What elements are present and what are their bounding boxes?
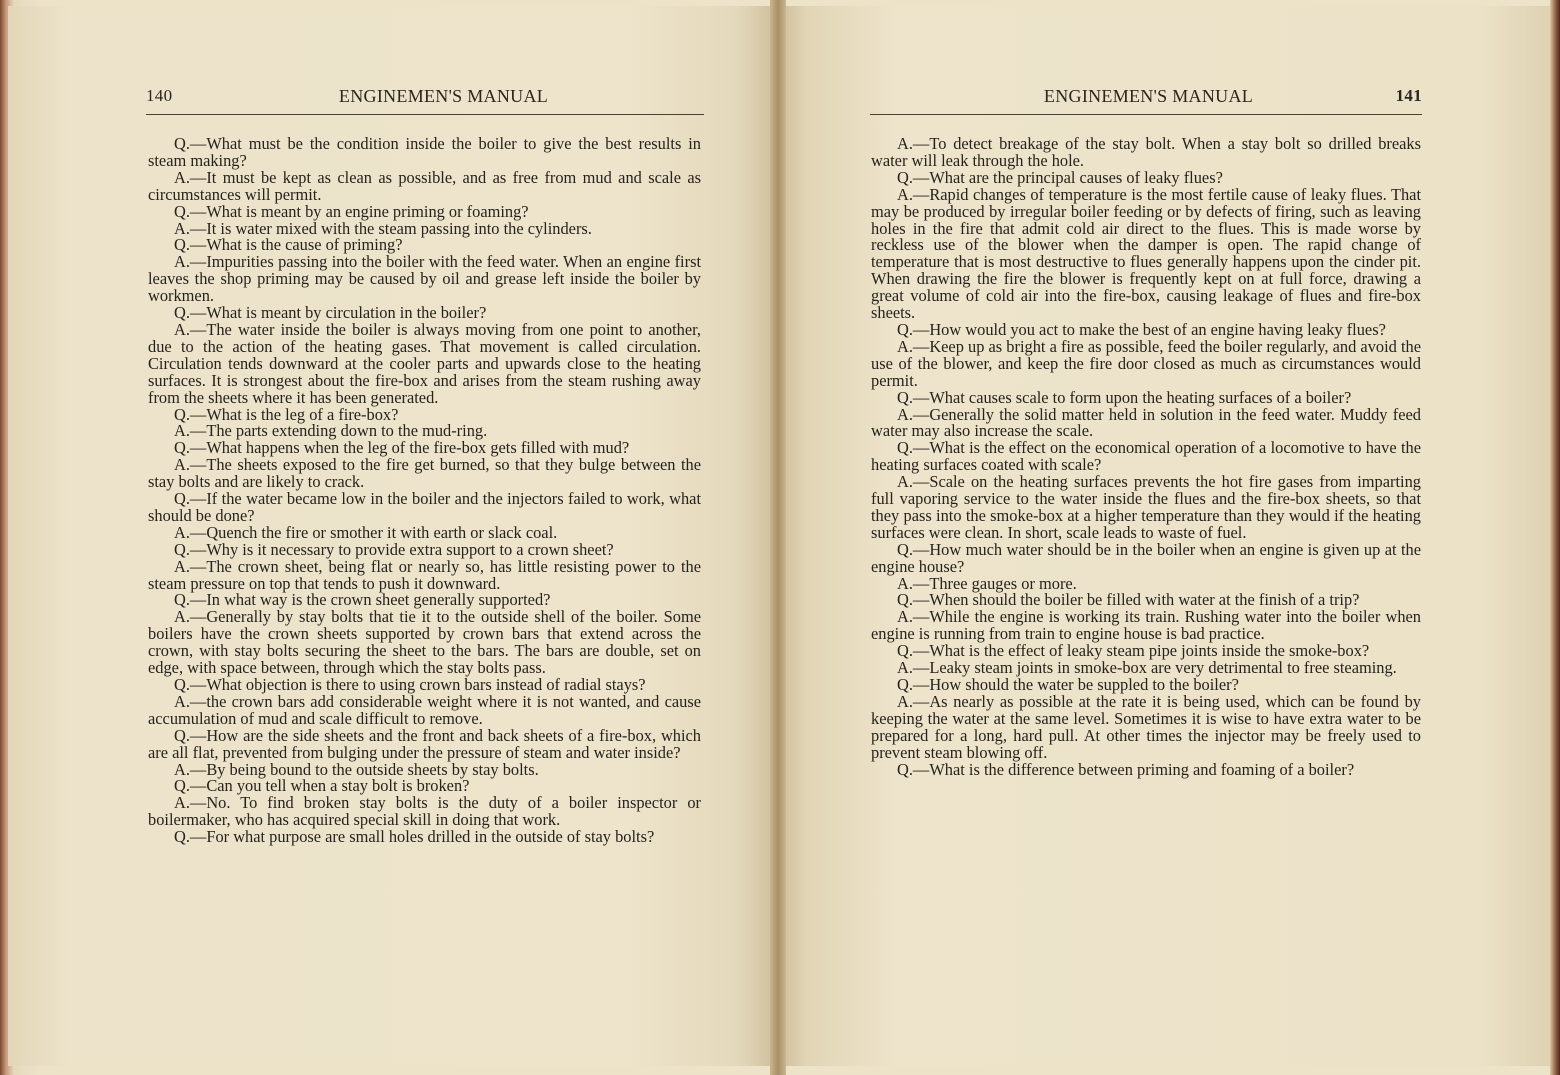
qa-paragraph: A.—The crown sheet, being flat or nearly so, has little resisting power to the steam pressure on top that tends to push it downward. [148, 556, 701, 593]
qa-paragraph: A.—It must be kept as clean as possible, and as free from mud and scale as circumstances will permit. [148, 167, 701, 204]
qa-paragraph: Q.—How would you act to make the best of an engine having leaky flues? [897, 319, 1386, 339]
qa-paragraph: Q.—What is meant by circulation in the boiler? [174, 303, 487, 323]
qa-paragraph: A.—While the engine is working its train. Rushing water into the boiler when engine is running from train to engine house is bad practice. [871, 607, 1421, 644]
qa-paragraph: Q.—If the water became low in the boiler and the injectors failed to work, what should be done? [148, 489, 701, 525]
qa-paragraph: A.—Scale on the heating surfaces prevents the hot fire gases from imparting full vaporing service to the water inside the flues and the fire-box sheets, so that they pass into the smoke-box at a higher temperature than they would if the heating surfaces were clean. In short, scale leads to waste of fuel. [871, 472, 1421, 542]
qa-paragraph: A.—Generally by stay bolts that tie it to the outside shell of the boiler. Some boilers have the crown sheets supported by crown bars that extend across the crown, with stay bolts securing the sheet to the bars. The bars are double, set on edge, with space between, through which the stay bolts pass. [148, 607, 701, 678]
qa-paragraph: Q.—What is the difference between priming and foaming of a boiler? [897, 759, 1355, 779]
qa-paragraph: A.—the crown bars add considerable weight where it is not wanted, and cause accumulation of mud and scale difficult to remove. [148, 691, 701, 728]
left-page-header [146, 86, 701, 110]
left-header-rule [146, 114, 704, 115]
left-page-body [148, 136, 701, 846]
qa-paragraph: A.—The parts extending down to the mud-ring. [174, 421, 488, 441]
left-page-number: 140 [146, 86, 173, 105]
qa-paragraph: Q.—How much water should be in the boiler when an engine is given up at the engine house? [871, 539, 1421, 576]
right-page-header [875, 86, 1422, 110]
right-running-title: ENGINEMEN'S MANUAL [1043, 86, 1254, 106]
qa-paragraph: A.—Leaky steam joints in smoke-box are very detrimental to free steaming. [897, 658, 1397, 678]
qa-paragraph: Q.—What is the effect on the economical operation of a locomotive to have the heating surfaces coated with scale? [871, 438, 1421, 475]
qa-paragraph: A.—Three gauges or more. [897, 573, 1077, 593]
qa-paragraph: Q.—How are the side sheets and the front and back sheets of a fire-box, which are all flat, prevented from bulging under the pressure of steam and water inside? [148, 725, 701, 762]
qa-paragraph: Q.—For what purpose are small holes drilled in the outside of stay bolts? [174, 827, 655, 847]
qa-paragraph: A.—To detect breakage of the stay bolt. When a stay bolt so drilled breaks water will leak through the hole. [871, 134, 1421, 170]
qa-paragraph: Q.—What is meant by an engine priming or foaming? [174, 201, 529, 221]
qa-paragraph: A.—Generally the solid matter held in solution in the feed water. Muddy feed water may also increase the scale. [871, 404, 1421, 441]
cover-edge [1550, 0, 1560, 1075]
qa-paragraph: Q.—How should the water be suppled to the boiler? [897, 675, 1239, 694]
qa-paragraph: Q.—What is the effect of leaky steam pipe joints inside the smoke-box? [897, 641, 1370, 661]
qa-paragraph: A.—The sheets exposed to the fire get burned, so that they bulge between the stay bolts and are likely to crack. [148, 455, 701, 492]
qa-paragraph: A.—By being bound to the outside sheets by stay bolts. [174, 759, 539, 779]
qa-paragraph: A.—Rapid changes of temperature is the most fertile cause of leaky flues. That may be produced by irregular boiler feeding or by defects of firing, such as leaving holes in the fire that admit cold air direct to the flues. This is made worse by reckless use of the blower when the damper is open. The rapid change of temperature that is most destructive to flues generally happens upon the cinder pit. When drawing the fire the blower is frequently kept on at full force, drawing a great volume of cold air into the fire-box, causing leakage of flues and fire-box sheets. [871, 184, 1421, 323]
book-gutter [770, 0, 786, 1075]
left-page [8, 6, 778, 1066]
qa-paragraph: Q.—What objection is there to using crown bars instead of radial stays? [174, 675, 646, 694]
qa-paragraph: A.—The water inside the boiler is always moving from one point to another, due to the action of the heating gases. That movement is called circulation. Circulation tends downward at the cooler parts and upwards close to the heating surfaces. It is strongest about the fire-box and arises from the steam rushing away from the sheets where it has been generated. [148, 319, 701, 407]
qa-paragraph: Q.—Why is it necessary to provide extra support to a crown sheet? [174, 539, 614, 559]
right-page-number: 141 [1395, 86, 1422, 105]
qa-paragraph: A.—It is water mixed with the steam passing into the cylinders. [174, 218, 592, 238]
right-page-body [871, 136, 1421, 778]
right-header-rule [870, 114, 1422, 115]
left-running-title: ENGINEMEN'S MANUAL [338, 86, 549, 106]
qa-paragraph: A.—No. To find broken stay bolts is the duty of a boiler inspector or boilermaker, who has acquired special skill in doing that work. [148, 793, 701, 830]
qa-paragraph: A.—Quench the fire or smother it with earth or slack coal. [174, 522, 558, 542]
qa-paragraph: Q.—What must be the condition inside the boiler to give the best results in steam making? [148, 134, 701, 170]
qa-paragraph: Q.—What are the principal causes of leaky flues? [897, 167, 1223, 187]
qa-paragraph: Q.—Can you tell when a stay bolt is broken? [174, 776, 470, 796]
qa-paragraph: A.—Impurities passing into the boiler with the feed water. When an engine first leaves the shop priming may be caused by oil and grease left inside the boiler by workmen. [148, 252, 701, 306]
qa-paragraph: A.—As nearly as possible at the rate it is being used, which can be found by keeping the water at the same level. Sometimes it is wise to have extra water to be prepared for a long, hard pull. At other times the injector may be freely used to prevent steam blowing off. [871, 691, 1421, 762]
qa-paragraph: Q.—What is the leg of a fire-box? [174, 404, 399, 424]
qa-paragraph: Q.—What happens when the leg of the fire-box gets filled with mud? [174, 438, 630, 458]
qa-paragraph: Q.—When should the boiler be filled with water at the finish of a trip? [897, 590, 1360, 610]
qa-paragraph: A.—Keep up as bright a fire as possible, feed the boiler regularly, and avoid the use of the blower, and keep the fire door closed as much as circumstances would permit. [871, 336, 1421, 390]
qa-paragraph: Q.—In what way is the crown sheet generally supported? [174, 590, 551, 610]
qa-paragraph: Q.—What causes scale to form upon the heating surfaces of a boiler? [897, 387, 1352, 407]
right-page [778, 6, 1552, 1066]
qa-paragraph: Q.—What is the cause of priming? [174, 235, 403, 255]
